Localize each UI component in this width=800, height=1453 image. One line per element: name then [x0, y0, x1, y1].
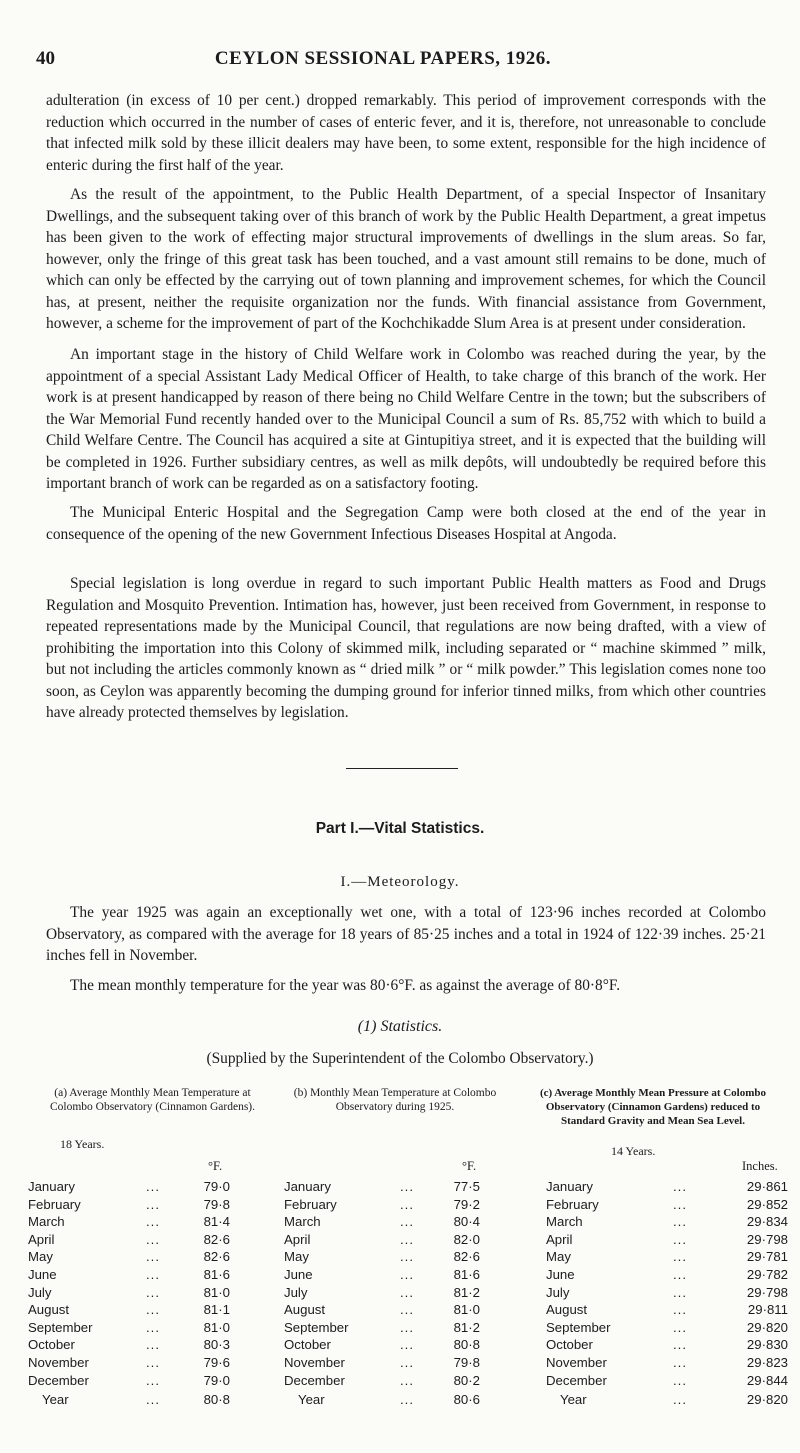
- leader-dots: ...: [673, 1319, 687, 1335]
- leader-dots: ...: [400, 1354, 414, 1370]
- leader-dots: ...: [146, 1392, 160, 1408]
- column-c-unit: Inches.: [742, 1159, 778, 1173]
- value-cell-c: 29·781: [746, 1249, 788, 1265]
- table-row: [28, 1249, 788, 1267]
- month-cell: May: [284, 1249, 309, 1265]
- month-cell: April: [546, 1231, 573, 1247]
- value-cell-a: 81·4: [203, 1214, 230, 1230]
- leader-dots: ...: [673, 1196, 687, 1212]
- value-cell-a: 79·0: [203, 1179, 230, 1194]
- month-cell: October: [28, 1337, 75, 1353]
- month-cell: June: [28, 1266, 57, 1282]
- value-cell-a: 79·8: [203, 1196, 230, 1212]
- value-cell-c: 29·798: [746, 1231, 788, 1247]
- paragraph-text: The Municipal Enteric Hospital and the Segregation Camp were both closed at the end of the year in consequence of the opening of the new Government Infectious Diseases Hospital at Angoda.: [46, 504, 766, 543]
- leader-dots: ...: [673, 1354, 687, 1370]
- value-cell-a: 82·6: [203, 1231, 230, 1247]
- month-cell: October: [284, 1337, 331, 1353]
- value-cell-b: 81·2: [453, 1319, 480, 1335]
- month-cell: September: [284, 1319, 349, 1335]
- month-cell: December: [546, 1372, 607, 1388]
- part-title: Part I.—Vital Statistics.: [315, 820, 485, 837]
- meteorology-paragraph-2: [46, 975, 766, 997]
- table-row: [28, 1214, 788, 1232]
- month-cell: August: [546, 1302, 588, 1318]
- month-cell: May: [28, 1249, 53, 1265]
- leader-dots: ...: [146, 1319, 160, 1335]
- column-a-years: 18 Years.: [60, 1137, 105, 1151]
- month-cell: October: [546, 1337, 593, 1353]
- value-cell-b: 80·6: [453, 1392, 480, 1408]
- month-cell: September: [28, 1319, 93, 1335]
- paragraph-text: Special legislation is long overdue in regard to such important Public Health matters as Food and Drugs Regulation and Mosquito Prevention. Intimation has, however, just been received from Government, in response to repeated representations made by the Municipal Council, that regulations are now being drafted, with a view of prohibiting the importation into this Colony of skimmed milk, including separated or “ machine skimmed ” milk, but not including the articles commonly known as “ dried milk ” or “ milk powder.” This legislation comes none too soon, as Ceylon was apparently becoming the dumping ground for inferior tinned milks, from which other countries have already protected themselves by legislation.: [46, 575, 766, 721]
- value-cell-b: 80·8: [453, 1337, 480, 1353]
- paragraph-5: [46, 573, 766, 724]
- paragraph-3: [46, 344, 766, 495]
- value-cell-c: 29·834: [746, 1214, 788, 1230]
- value-cell-b: 77·5: [453, 1179, 480, 1194]
- month-cell: July: [28, 1284, 52, 1300]
- table-row: [28, 1320, 788, 1338]
- value-cell-b: 80·2: [453, 1372, 480, 1388]
- value-cell-a: 79·0: [203, 1372, 230, 1388]
- month-cell: June: [284, 1266, 313, 1282]
- leader-dots: ...: [400, 1231, 414, 1247]
- value-cell-b: 81·2: [453, 1284, 480, 1300]
- leader-dots: ...: [146, 1266, 160, 1282]
- value-cell-c: 29·830: [746, 1337, 788, 1353]
- value-cell-c: 29·820: [746, 1319, 788, 1335]
- running-title: CEYLON SESSIONAL PAPERS, 1926.: [214, 48, 552, 69]
- value-cell-c: 29·811: [747, 1302, 788, 1318]
- leader-dots: ...: [673, 1302, 687, 1318]
- value-cell-b: 82·0: [453, 1231, 480, 1247]
- column-a-heading: (a) Average Monthly Mean Temperature at Colombo Observatory (Cinnamon Gardens).: [49, 1087, 256, 1113]
- month-cell: April: [284, 1231, 311, 1247]
- table-row: [28, 1285, 788, 1303]
- value-cell-b: 79·2: [453, 1196, 480, 1212]
- value-cell-b: 81·6: [453, 1266, 480, 1282]
- value-cell-c: 29·782: [746, 1266, 788, 1282]
- paragraph-2: [46, 184, 766, 335]
- table-row: [28, 1355, 788, 1373]
- leader-dots: ...: [146, 1231, 160, 1247]
- leader-dots: ...: [400, 1179, 414, 1194]
- value-cell-a: 81·6: [203, 1266, 230, 1282]
- month-cell: November: [28, 1354, 89, 1370]
- leader-dots: ...: [146, 1214, 160, 1230]
- month-cell: April: [28, 1231, 55, 1247]
- leader-dots: ...: [400, 1249, 414, 1265]
- month-cell: September: [546, 1319, 611, 1335]
- leader-dots: ...: [673, 1214, 687, 1230]
- leader-dots: ...: [400, 1266, 414, 1282]
- table-row: [28, 1392, 788, 1410]
- leader-dots: ...: [400, 1319, 414, 1335]
- statistics-heading: (1) Statistics.: [357, 1018, 443, 1035]
- paragraph-text: The year 1925 was again an exceptionally wet one, with a total of 123·96 inches recorded at Colombo Observatory, as compared with the average for 18 years of 85·25 inches and a total in 1924 of 122·39 inches. 25·21 inches fell in November.: [46, 904, 766, 964]
- month-cell: May: [546, 1249, 571, 1265]
- leader-dots: ...: [673, 1337, 687, 1353]
- page-number: 40: [36, 48, 55, 69]
- month-cell: March: [546, 1214, 583, 1230]
- month-cell: July: [546, 1284, 570, 1300]
- table-row: [28, 1232, 788, 1250]
- value-cell-c: 29·852: [746, 1196, 788, 1212]
- leader-dots: ...: [673, 1231, 687, 1247]
- value-cell-a: 80·3: [203, 1337, 230, 1353]
- value-cell-a: 81·1: [203, 1302, 230, 1318]
- table-row: [28, 1197, 788, 1215]
- column-b-unit: °F.: [462, 1159, 477, 1173]
- value-cell-c: 29·820: [746, 1392, 788, 1408]
- meteorology-paragraph-1: [46, 902, 766, 967]
- month-cell: Year: [42, 1392, 69, 1408]
- month-cell: January: [28, 1179, 75, 1194]
- leader-dots: ...: [400, 1302, 414, 1318]
- value-cell-c: 29·798: [746, 1284, 788, 1300]
- leader-dots: ...: [673, 1372, 687, 1388]
- month-cell: February: [28, 1196, 81, 1212]
- leader-dots: ...: [146, 1337, 160, 1353]
- month-cell: March: [28, 1214, 65, 1230]
- month-cell: Year: [298, 1392, 325, 1408]
- leader-dots: ...: [400, 1284, 414, 1300]
- value-cell-b: 81·0: [453, 1302, 480, 1318]
- month-cell: Year: [560, 1392, 587, 1408]
- paragraph-text: An important stage in the history of Child Welfare work in Colombo was reached during the year, by the appointment of a special Assistant Lady Medical Officer of Health, to take charge of this branch of the work. Her work is at present handicapped by reason of there being no Child Welfare Centre in the town; but the subscribers of the War Memorial Fund recently handed over to the Municipal Council a sum of Rs. 85,752 with which to build a Child Welfare Centre. The Council has acquired a site at Gintupitiya street, and it is expected that the building will be completed in 1926. Further subsidiary centres, as well as milk depôts, will undoubtedly be required before this important branch of work can be regarded as on a satisfactory footing.: [46, 346, 766, 492]
- value-cell-b: 80·4: [453, 1214, 480, 1230]
- month-cell: March: [284, 1214, 321, 1230]
- column-c-years: 14 Years.: [611, 1144, 656, 1158]
- leader-dots: ...: [400, 1337, 414, 1353]
- table-row: [28, 1337, 788, 1355]
- paragraph-text: The mean monthly temperature for the year was 80·6°F. as against the average of 80·8°F.: [70, 977, 621, 994]
- leader-dots: ...: [400, 1372, 414, 1388]
- leader-dots: ...: [673, 1284, 687, 1300]
- leader-dots: ...: [146, 1179, 160, 1194]
- value-cell-a: 80·8: [203, 1392, 230, 1408]
- month-cell: December: [284, 1372, 345, 1388]
- value-cell-a: 81·0: [203, 1284, 230, 1300]
- month-cell: January: [546, 1179, 593, 1194]
- month-cell: December: [28, 1372, 89, 1388]
- leader-dots: ...: [146, 1354, 160, 1370]
- leader-dots: ...: [673, 1249, 687, 1265]
- leader-dots: ...: [400, 1214, 414, 1230]
- column-a-unit: °F.: [208, 1159, 223, 1173]
- supplied-by-note: (Supplied by the Superintendent of the Colombo Observatory.): [206, 1050, 594, 1067]
- leader-dots: ...: [146, 1372, 160, 1388]
- leader-dots: ...: [673, 1392, 687, 1408]
- paragraph-4: [46, 502, 766, 545]
- table-row: [28, 1179, 788, 1197]
- table-row: [28, 1267, 788, 1285]
- leader-dots: ...: [400, 1196, 414, 1212]
- month-cell: July: [284, 1284, 308, 1300]
- month-cell: June: [546, 1266, 575, 1282]
- value-cell-b: 82·6: [453, 1249, 480, 1265]
- month-cell: November: [284, 1354, 345, 1370]
- section-heading: I.—Meteorology.: [340, 874, 460, 890]
- month-cell: February: [284, 1196, 337, 1212]
- leader-dots: ...: [673, 1179, 687, 1194]
- table-row: [28, 1373, 788, 1391]
- value-cell-c: 29·844: [746, 1372, 788, 1388]
- column-c-heading: (c) Average Monthly Mean Pressure at Colombo Observatory (Cinnamon Gardens) reduced to Standard Gravity and Mean Sea Level.: [539, 1087, 767, 1127]
- value-cell-a: 79·6: [203, 1354, 230, 1370]
- month-cell: August: [28, 1302, 70, 1318]
- table-row: [28, 1302, 788, 1320]
- value-cell-a: 82·6: [203, 1249, 230, 1265]
- value-cell-b: 79·8: [453, 1354, 480, 1370]
- column-b-heading: (b) Monthly Mean Temperature at Colombo Observatory during 1925.: [293, 1087, 497, 1113]
- leader-dots: ...: [146, 1284, 160, 1300]
- page-header: [36, 48, 730, 74]
- leader-dots: ...: [146, 1196, 160, 1212]
- paragraph-text: As the result of the appointment, to the Public Health Department, of a special Inspector of Insanitary Dwellings, and the subsequent taking over of this branch of work by the Public Health Department, a great impetus has been given to the work of effecting major structural improvements of dwellings in the slum areas. So far, however, only the fringe of this great task has been touched, and a vast amount still remains to be done, much of which can only be effected by the carrying out of town planning and improvement schemes, for which the Council has, at present, neither the requisite organization nor the funds. With financial assistance from Government, however, a scheme for the improvement of part of the Kochchikadde Slum Area is at present under consideration.: [46, 186, 766, 332]
- month-cell: November: [546, 1354, 607, 1370]
- value-cell-c: 29·823: [746, 1354, 788, 1370]
- statistics-table: [28, 1179, 788, 1410]
- paragraph-1: [46, 90, 766, 176]
- month-cell: January: [284, 1179, 331, 1194]
- value-cell-c: 29·861: [746, 1179, 788, 1194]
- paragraph-text: adulteration (in excess of 10 per cent.) dropped remarkably. This period of improvement corresponds with the reduction which occurred in the number of cases of enteric fever, and it is, therefore, not unreasonable to conclude that infected milk sold by these illicit dealers may have been, to some extent, responsible for the high incidence of enteric during the first half of the year.: [46, 92, 766, 174]
- month-cell: February: [546, 1196, 599, 1212]
- value-cell-a: 81·0: [203, 1319, 230, 1335]
- leader-dots: ...: [146, 1302, 160, 1318]
- month-cell: August: [284, 1302, 326, 1318]
- leader-dots: ...: [146, 1249, 160, 1265]
- leader-dots: ...: [400, 1392, 414, 1408]
- section-divider: [346, 768, 458, 769]
- leader-dots: ...: [673, 1266, 687, 1282]
